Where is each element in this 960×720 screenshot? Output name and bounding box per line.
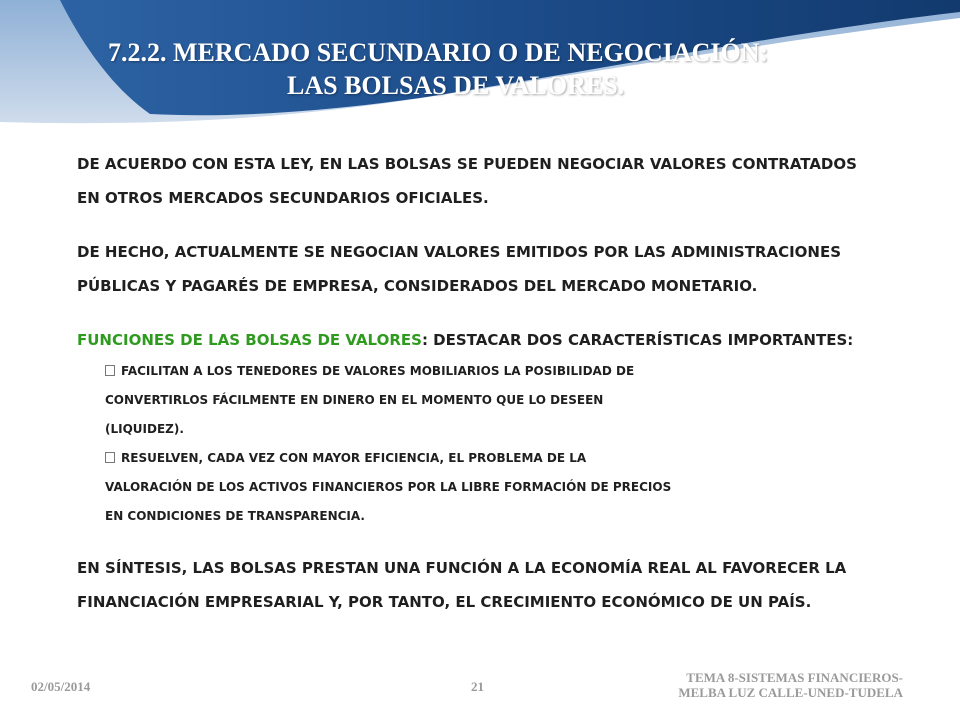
footer-course-line-2: MELBA LUZ CALLE-UNED-TUDELA — [678, 685, 903, 700]
bullet-2-line-2: VALORACIÓN DE LOS ACTIVOS FINANCIEROS POR LA LIBRE FORMACIÓN DE PRECIOS — [105, 480, 672, 494]
functions-label: FUNCIONES DE LAS BOLSAS DE VALORES — [77, 331, 422, 349]
slide-title — [0, 36, 960, 102]
functions-heading — [77, 323, 937, 357]
footer-course-line-1: TEMA 8-SISTEMAS FINANCIEROS- — [686, 670, 903, 685]
paragraph-1-line-2: EN OTROS MERCADOS SECUNDARIOS OFICIALES. — [77, 189, 489, 207]
paragraph-spacer — [77, 303, 937, 323]
paragraph-spacer — [77, 531, 937, 551]
footer-page-number: 21 — [471, 679, 484, 694]
slide-body — [77, 147, 937, 619]
footer-date: 02/05/2014 — [31, 679, 91, 694]
bullet-1-line-1 — [77, 357, 937, 386]
bullet-1-line-2: CONVERTIRLOS FÁCILMENTE EN DINERO EN EL MOMENTO QUE LO DESEEN — [105, 393, 604, 407]
bullet-2-line-3: EN CONDICIONES DE TRANSPARENCIA. — [105, 509, 365, 523]
functions-rest: : DESTACAR DOS CARACTERÍSTICAS IMPORTANTES: — [421, 331, 854, 349]
slide-title-line-1: 7.2.2. MERCADO SECUNDARIO O DE NEGOCIACIÓN: — [108, 38, 769, 67]
slide-title-line-2: LAS BOLSAS DE VALORES. — [287, 71, 625, 100]
paragraph-1-line-1: DE ACUERDO CON ESTA LEY, EN LAS BOLSAS SE PUEDEN NEGOCIAR VALORES CONTRATADOS — [77, 155, 857, 173]
empty-box-icon — [105, 452, 115, 463]
bullet-2-line-1 — [77, 444, 937, 473]
bullet-1-text: FACILITAN A LOS TENEDORES DE VALORES MOBILIARIOS LA POSIBILIDAD DE — [121, 364, 635, 378]
bullet-2-text: RESUELVEN, CADA VEZ CON MAYOR EFICIENCIA, EL PROBLEMA DE LA — [121, 451, 587, 465]
empty-box-icon — [105, 365, 115, 376]
paragraph-3-line-2: FINANCIACIÓN EMPRESARIAL Y, POR TANTO, EL CRECIMIENTO ECONÓMICO DE UN PAÍS. — [77, 593, 812, 611]
footer-course-info — [600, 670, 903, 700]
paragraph-2-line-1: DE HECHO, ACTUALMENTE SE NEGOCIAN VALORES EMITIDOS POR LAS ADMINISTRACIONES — [77, 243, 842, 261]
paragraph-3-line-1: EN SÍNTESIS, LAS BOLSAS PRESTAN UNA FUNCIÓN A LA ECONOMÍA REAL AL FAVORECER LA — [77, 559, 847, 577]
bullet-1-line-3: (LIQUIDEZ). — [105, 422, 184, 436]
paragraph-spacer — [77, 215, 937, 235]
paragraph-2-line-2: PÚBLICAS Y PAGARÉS DE EMPRESA, CONSIDERADOS DEL MERCADO MONETARIO. — [77, 277, 758, 295]
